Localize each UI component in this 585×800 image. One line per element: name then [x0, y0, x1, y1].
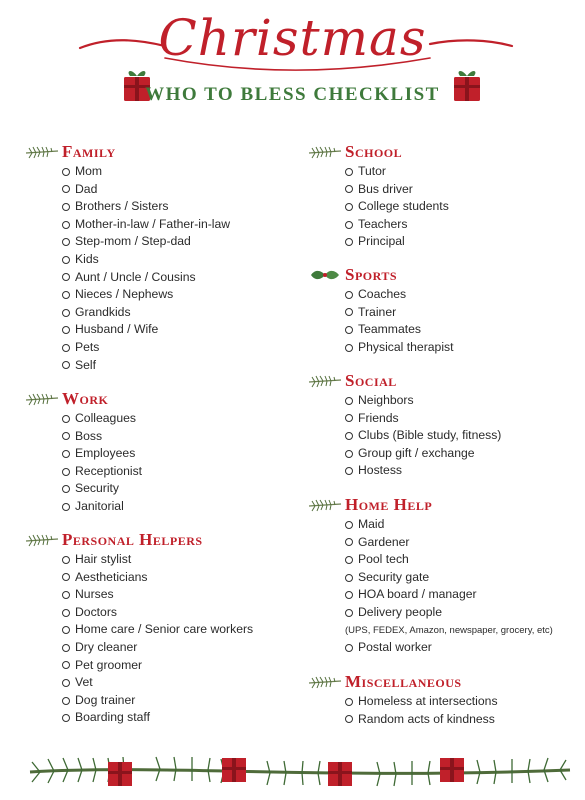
- section-personal-helpers: [24, 529, 253, 727]
- section-school: [307, 141, 449, 251]
- pine-sprig-icon: [307, 144, 343, 160]
- section-title: Sports: [345, 265, 398, 284]
- checklist-item[interactable]: [62, 304, 230, 322]
- checklist-item[interactable]: [345, 410, 501, 428]
- checkbox-circle-icon[interactable]: [62, 256, 70, 264]
- item-label: Security: [75, 481, 120, 496]
- checkbox-circle-icon[interactable]: [345, 715, 353, 723]
- checkbox-circle-icon[interactable]: [62, 291, 70, 299]
- section-title: Miscellaneous: [345, 672, 462, 691]
- checklist-item[interactable]: [62, 586, 253, 604]
- checklist: [345, 163, 449, 251]
- checklist-item[interactable]: [62, 251, 230, 269]
- checklist-item[interactable]: [62, 286, 230, 304]
- item-label: Coaches: [358, 287, 407, 301]
- checkbox-circle-icon[interactable]: [345, 644, 353, 652]
- checklist-item[interactable]: [345, 569, 553, 587]
- item-label: Bus driver: [358, 181, 413, 196]
- section-header: [24, 388, 142, 410]
- item-label: Pool tech: [358, 552, 409, 567]
- checklist-item[interactable]: [345, 604, 553, 622]
- checklist-item[interactable]: [62, 692, 253, 710]
- checkbox-circle-icon[interactable]: [62, 361, 70, 369]
- checkbox-circle-icon[interactable]: [62, 468, 70, 476]
- item-label: Boss: [75, 428, 103, 443]
- checklist-item[interactable]: [345, 551, 553, 569]
- script-title: Christmas: [158, 9, 427, 67]
- checkbox-circle-icon[interactable]: [62, 221, 70, 229]
- checklist: [62, 163, 230, 374]
- checklist-item[interactable]: [62, 357, 230, 375]
- section-title: Work: [62, 389, 109, 408]
- checklist-item[interactable]: [345, 163, 449, 181]
- section-sports: [307, 264, 454, 356]
- item-label: Boarding staff: [75, 710, 150, 725]
- checklist: [345, 516, 553, 657]
- checkbox-circle-icon[interactable]: [62, 273, 70, 281]
- section-header: [307, 370, 501, 392]
- checkbox-circle-icon[interactable]: [345, 556, 353, 564]
- checklist-item[interactable]: [62, 269, 230, 287]
- checkbox-circle-icon[interactable]: [62, 609, 70, 617]
- checkbox-circle-icon[interactable]: [345, 326, 353, 334]
- checkbox-circle-icon[interactable]: [62, 679, 70, 687]
- pine-sprig-icon: [307, 497, 343, 513]
- item-label: Pets: [75, 339, 100, 354]
- section-header: [307, 264, 454, 286]
- checkbox-circle-icon[interactable]: [345, 591, 353, 599]
- checkbox-circle-icon[interactable]: [62, 344, 70, 352]
- checklist-item[interactable]: [62, 445, 142, 463]
- item-label: Tutor: [358, 164, 386, 178]
- checkbox-circle-icon[interactable]: [62, 415, 70, 423]
- item-label: Principal: [358, 234, 405, 249]
- checklist-item[interactable]: [345, 445, 501, 463]
- checklist-item[interactable]: [345, 286, 454, 304]
- checklist-item[interactable]: [62, 339, 230, 357]
- checklist-item[interactable]: [345, 392, 501, 410]
- item-label: Nurses: [75, 587, 114, 602]
- checklist: [345, 286, 454, 356]
- checklist-item[interactable]: [345, 321, 454, 339]
- checkbox-circle-icon[interactable]: [62, 326, 70, 334]
- item-label: Brothers / Sisters: [75, 199, 169, 214]
- checklist-item[interactable]: [345, 233, 449, 251]
- checklist-item[interactable]: [62, 709, 253, 727]
- item-label: Receptionist: [75, 463, 143, 478]
- item-label: Aunt / Uncle / Cousins: [75, 269, 196, 284]
- checklist-item[interactable]: [345, 534, 553, 552]
- item-label: Doctors: [75, 604, 117, 619]
- item-label: Husband / Wife: [75, 322, 159, 337]
- section-title: Personal Helpers: [62, 530, 203, 549]
- item-label: College students: [358, 199, 449, 214]
- checkbox-circle-icon[interactable]: [62, 714, 70, 722]
- item-label: Pet groomer: [75, 657, 143, 672]
- pine-sprig-icon: [24, 144, 60, 160]
- item-label: Trainer: [358, 304, 397, 319]
- checkbox-circle-icon[interactable]: [62, 503, 70, 511]
- checklist-item[interactable]: [345, 339, 454, 357]
- checkbox-circle-icon[interactable]: [345, 203, 353, 211]
- checklist-item[interactable]: [345, 427, 501, 445]
- item-label: Friends: [358, 410, 399, 425]
- checklist-item[interactable]: [345, 216, 449, 234]
- checklist: [62, 551, 253, 727]
- item-label: Dry cleaner: [75, 639, 138, 654]
- item-label: Teammates: [358, 322, 421, 337]
- item-label: Maid: [358, 517, 385, 531]
- header: [0, 0, 585, 120]
- checkbox-circle-icon[interactable]: [62, 185, 70, 193]
- item-label: Dad: [75, 181, 98, 196]
- item-note: (UPS, FEDEX, Amazon, newspaper, grocery, etc): [345, 624, 553, 636]
- checkbox-circle-icon[interactable]: [345, 521, 353, 529]
- checklist: [345, 392, 501, 480]
- checkbox-circle-icon[interactable]: [345, 414, 353, 422]
- checkbox-circle-icon[interactable]: [62, 309, 70, 317]
- checkbox-circle-icon[interactable]: [345, 168, 353, 176]
- item-label: Random acts of kindness: [358, 711, 495, 726]
- checkbox-circle-icon[interactable]: [345, 574, 353, 582]
- checkbox-circle-icon[interactable]: [62, 591, 70, 599]
- checklist: [62, 410, 142, 516]
- checklist-item[interactable]: [62, 480, 142, 498]
- item-label: Security gate: [358, 569, 430, 584]
- checklist-item[interactable]: [62, 198, 230, 216]
- item-label: Grandkids: [75, 304, 131, 319]
- checklist-item[interactable]: [62, 551, 253, 569]
- checklist-item[interactable]: [345, 462, 501, 480]
- item-label: Nieces / Nephews: [75, 287, 174, 302]
- item-label: Aestheticians: [75, 569, 148, 584]
- section-home-help: [307, 494, 553, 657]
- item-label: Delivery people: [358, 604, 443, 619]
- checklist-item[interactable]: [62, 463, 142, 481]
- section-header: [307, 141, 449, 163]
- checkbox-circle-icon[interactable]: [62, 556, 70, 564]
- checklist-item[interactable]: [62, 410, 142, 428]
- item-label: Mother-in-law / Father-in-law: [75, 216, 231, 231]
- pine-sprig-icon: [307, 373, 343, 389]
- item-label: Hair stylist: [75, 552, 132, 566]
- item-label: Kids: [75, 251, 99, 266]
- checklist-item[interactable]: [345, 639, 553, 657]
- checklist-item[interactable]: [62, 604, 253, 622]
- checkbox-circle-icon[interactable]: [62, 485, 70, 493]
- checklist-item[interactable]: [345, 181, 449, 199]
- checkbox-circle-icon[interactable]: [345, 308, 353, 316]
- checkbox-circle-icon[interactable]: [62, 697, 70, 705]
- section-header: [24, 529, 253, 551]
- checkbox-circle-icon[interactable]: [62, 450, 70, 458]
- checklist-item[interactable]: [345, 198, 449, 216]
- checkbox-circle-icon[interactable]: [62, 661, 70, 669]
- pine-sprig-icon: [307, 674, 343, 690]
- checkbox-circle-icon[interactable]: [345, 538, 353, 546]
- section-header: [307, 494, 553, 516]
- item-label: Homeless at intersections: [358, 694, 498, 708]
- item-label: Hostess: [358, 463, 403, 478]
- section-header: [307, 671, 498, 693]
- checklist-item[interactable]: [62, 639, 253, 657]
- subtitle: WHO TO BLESS CHECKLIST: [145, 84, 440, 105]
- checkbox-circle-icon[interactable]: [345, 185, 353, 193]
- checkbox-circle-icon[interactable]: [62, 644, 70, 652]
- checklist-item[interactable]: [345, 304, 454, 322]
- item-label: Home care / Senior care workers: [75, 622, 254, 637]
- section-title: Family: [62, 142, 116, 161]
- checkbox-circle-icon[interactable]: [345, 609, 353, 617]
- item-label: HOA board / manager: [358, 587, 477, 602]
- checklist-item[interactable]: [62, 181, 230, 199]
- section-family: [24, 141, 230, 374]
- checkbox-circle-icon[interactable]: [345, 432, 353, 440]
- section-work: [24, 388, 142, 516]
- checklist-item[interactable]: [62, 216, 230, 234]
- section-miscellaneous: [307, 671, 498, 728]
- checklist: [345, 693, 498, 728]
- checklist-item[interactable]: [345, 516, 553, 534]
- checklist-item[interactable]: [345, 693, 498, 711]
- checkbox-circle-icon[interactable]: [345, 450, 353, 458]
- section-title: Social: [345, 371, 397, 390]
- item-label: Step-mom / Step-dad: [75, 234, 191, 249]
- checkbox-circle-icon[interactable]: [62, 203, 70, 211]
- section-social: [307, 370, 501, 480]
- item-label: Neighbors: [358, 393, 414, 407]
- item-label: Postal worker: [358, 640, 432, 655]
- checkbox-circle-icon[interactable]: [62, 168, 70, 176]
- checkbox-circle-icon[interactable]: [62, 238, 70, 246]
- checkbox-circle-icon[interactable]: [345, 291, 353, 299]
- checklist-item[interactable]: [345, 711, 498, 729]
- item-label: Vet: [75, 675, 93, 690]
- checklist-item[interactable]: [62, 621, 253, 639]
- checkbox-circle-icon[interactable]: [345, 221, 353, 229]
- checklist-item[interactable]: [62, 657, 253, 675]
- holly-leaf-icon: [307, 267, 343, 283]
- pine-sprig-icon: [24, 532, 60, 548]
- checklist-item[interactable]: [62, 163, 230, 181]
- checkbox-circle-icon[interactable]: [345, 344, 353, 352]
- checklist-item[interactable]: [62, 321, 230, 339]
- garland-icon: [20, 742, 580, 800]
- section-title: School: [345, 142, 403, 161]
- pine-sprig-icon: [24, 391, 60, 407]
- item-label: Mom: [75, 164, 103, 178]
- checklist-item[interactable]: [345, 586, 553, 604]
- checkbox-circle-icon[interactable]: [345, 238, 353, 246]
- item-label: Employees: [75, 446, 136, 461]
- section-title: Home Help: [345, 495, 433, 514]
- section-header: [24, 141, 230, 163]
- item-label: Colleagues: [75, 411, 136, 425]
- item-label: Physical therapist: [358, 339, 454, 354]
- item-label: Teachers: [358, 216, 408, 231]
- item-label: Janitorial: [75, 498, 124, 513]
- checkbox-circle-icon[interactable]: [345, 698, 353, 706]
- checklist-item[interactable]: [62, 233, 230, 251]
- item-label: Dog trainer: [75, 692, 136, 707]
- item-label: Self: [75, 357, 97, 372]
- item-label: Group gift / exchange: [358, 445, 475, 460]
- checklist-item[interactable]: [62, 569, 253, 587]
- item-label: Gardener: [358, 534, 410, 549]
- checkbox-circle-icon[interactable]: [62, 573, 70, 581]
- checkbox-circle-icon[interactable]: [345, 397, 353, 405]
- checkbox-circle-icon[interactable]: [62, 432, 70, 440]
- checklist-item[interactable]: [62, 674, 253, 692]
- checkbox-circle-icon[interactable]: [62, 626, 70, 634]
- checklist-item[interactable]: [62, 498, 142, 516]
- checklist-item[interactable]: [62, 428, 142, 446]
- checkbox-circle-icon[interactable]: [345, 467, 353, 475]
- item-label: Clubs (Bible study, fitness): [358, 428, 502, 443]
